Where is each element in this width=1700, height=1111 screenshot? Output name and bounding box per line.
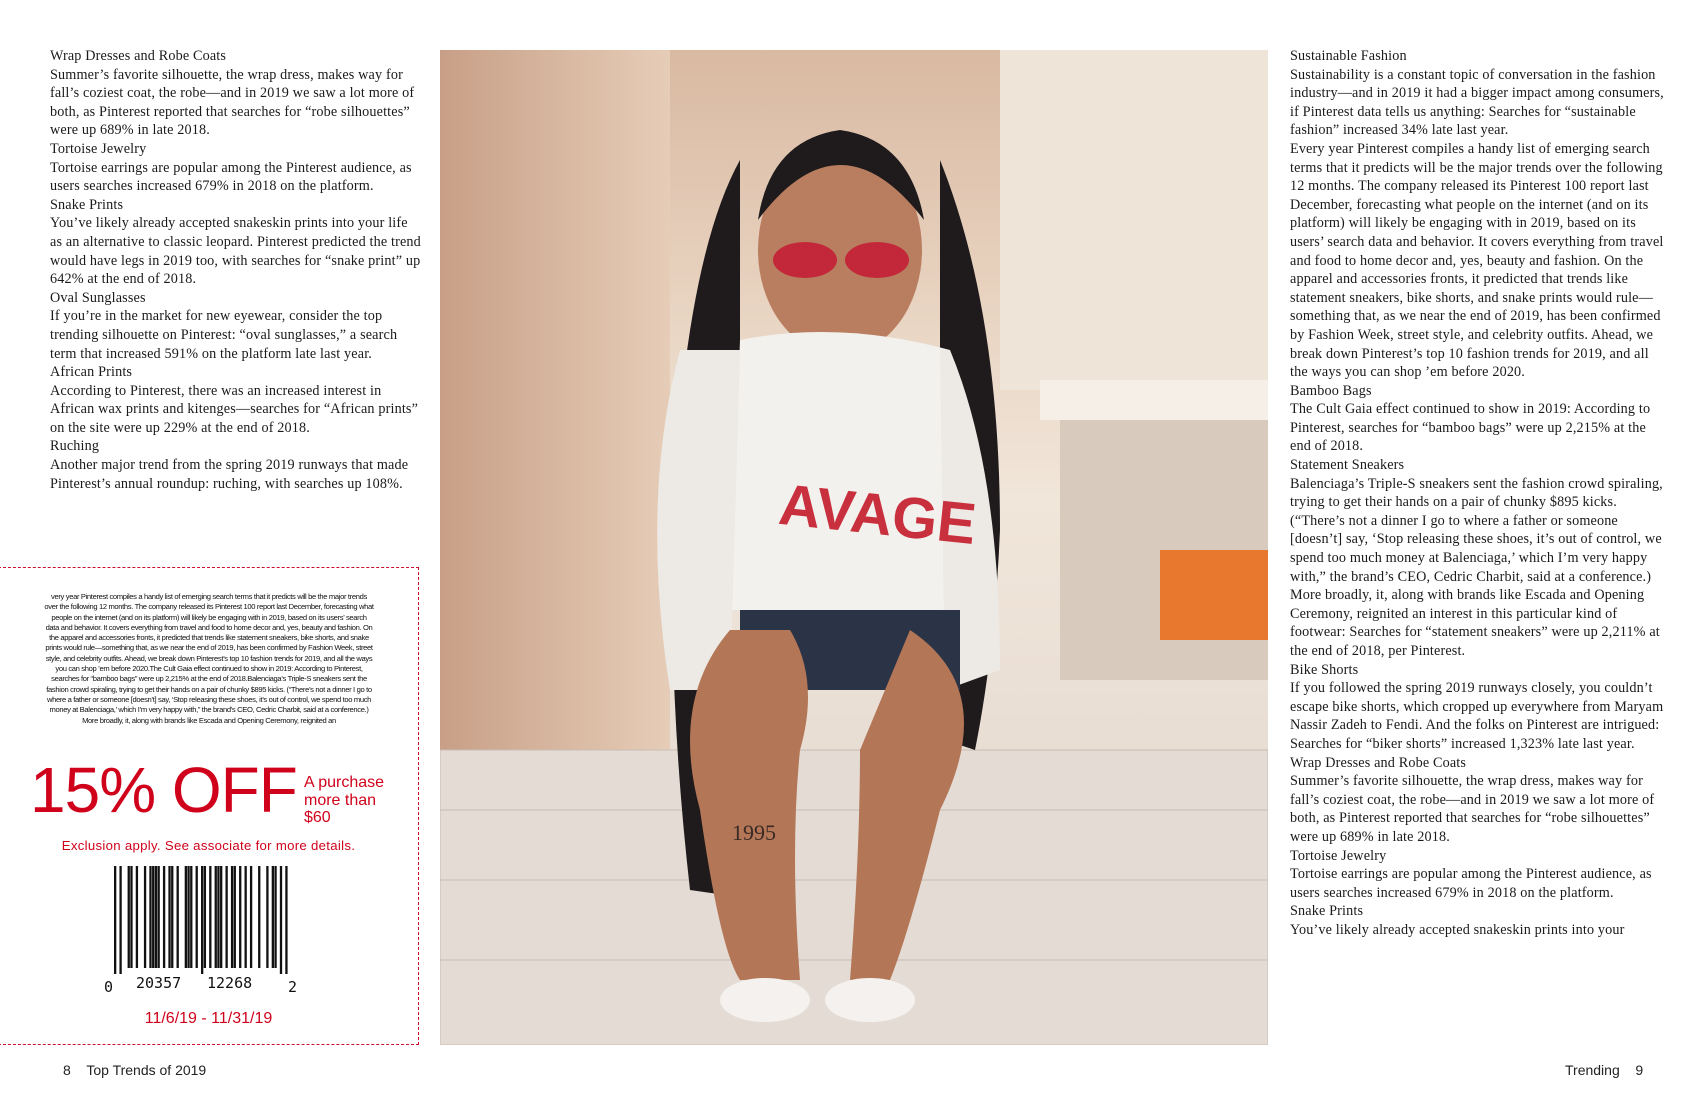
barcode-bar — [239, 866, 241, 968]
barcode-bar — [274, 866, 276, 968]
barcode-bar — [190, 866, 192, 968]
barcode-bar — [185, 866, 187, 968]
right-article-column — [1290, 47, 1670, 1035]
barcode-bar — [187, 866, 189, 968]
barcode-bar — [114, 866, 116, 974]
section-body: Tortoise earrings are popular among the Pinterest audience, as users searches increased 679% in 2018 on the platform. — [50, 159, 412, 195]
section-body: Sustainability is a constant topic of conversation in the fashion industry—and in 2019 it had a bigger impact among consumers, if Pinterest data tells us anything: Searches for “sustainable fashion” increased 34% late last year. — [1290, 66, 1664, 139]
barcode-bar — [177, 866, 179, 968]
barcode-bar — [204, 866, 206, 968]
page-number: 9 — [1635, 1062, 1644, 1078]
barcode-bar — [168, 866, 170, 968]
footer-right — [1565, 1062, 1643, 1078]
section-heading: Bamboo Bags — [1290, 382, 1372, 399]
coupon-exclusion: Exclusion apply. See associate for more details. — [61, 838, 356, 853]
barcode-bar — [266, 866, 268, 968]
barcode-digit: 12268 — [207, 974, 253, 992]
section-heading: Sustainable Fashion — [1290, 48, 1407, 64]
fashion-photo — [440, 50, 1268, 1045]
section-heading: Tortoise Jewelry — [50, 140, 147, 157]
barcode-bar — [245, 866, 247, 968]
section-body: Summer’s favorite silhouette, the wrap dress, makes way for fall’s coziest coat, the robe—and in 2019 we saw a lot more of both, as Pinterest reported that searches for “robe silhouettes” were up 689% in late 2018. — [1290, 773, 1655, 845]
barcode-bar — [215, 866, 217, 968]
barcode-bar — [171, 866, 173, 968]
barcode-bar — [136, 866, 138, 968]
section-body: Tortoise earrings are popular among the Pinterest audience, as users searches increased 679% in 2018 on the platform. — [1290, 866, 1652, 901]
barcode-bar — [217, 866, 219, 968]
section-heading: Snake Prints — [50, 196, 124, 213]
coupon-valid-dates: 11/6/19 - 11/31/19 — [144, 1010, 273, 1027]
barcode-bar — [258, 866, 260, 968]
coupon-condition-line: $60 — [304, 809, 331, 826]
barcode-bar — [231, 866, 233, 968]
section-body: If you’re in the market for new eyewear, consider the top trending silhouette on Pinterest: “oval sunglasses,” a search term that increased 591% on the platform late last year. — [50, 308, 398, 362]
barcode-bar — [163, 866, 165, 968]
barcode-digit: 20357 — [136, 974, 182, 992]
barcode-bar — [201, 866, 203, 974]
barcode-bar — [155, 866, 157, 968]
left-article-column — [50, 47, 422, 493]
coupon-condition — [304, 774, 384, 827]
section-body: You’ve likely already accepted snakeskin prints into your life as an alternative to classic leopard. Pinterest predicted the trend would have legs in 2019 too, with searches for “snake print” up 642% at the end of 2018. — [50, 215, 421, 288]
section-body: Summer’s favorite silhouette, the wrap dress, makes way for fall’s coziest coat, the robe—and in 2019 we saw a lot more of both, as Pinterest reported that searches for “robe silhouettes” were up 689% in late 2018. — [50, 66, 415, 139]
barcode-bar — [149, 866, 151, 968]
barcode-bar — [152, 866, 154, 968]
barcode-bar — [234, 866, 236, 968]
section-body: Another major trend from the spring 2019 runways that made Pinterest’s annual roundup: ruching, with searches up 108%. — [50, 457, 409, 492]
barcode-bar — [128, 866, 130, 968]
section-body: Every year Pinterest compiles a handy list of emerging search terms that it predicts will be the major trends over the following 12 months. The company released its Pinterest 100 report last December, forecasting what people on the internet (and on its platform) will likely be engaging with in 2019, based on its users’ search data and behavior. It covers everything from travel and food to home decor and, yes, beauty and fashion. On the apparel and accessories fronts, it predicted that trends like statement sneakers, bike shorts, and snake prints would rule—something that, as we near the end of 2019, has been confirmed by Fashion Week, street style, and celebrity outfits. Ahead, we break down Pinterest’s top 10 fashion trends for 2019, and all the ways you can shop ’em before 2020. — [1290, 140, 1664, 381]
section-body: Balenciaga’s Triple-S sneakers sent the fashion crowd spiraling, trying to get their hands on a pair of chunky $895 kicks. (“There’s not a dinner I go to where a father or someone [doesn’t] say, ‘Stop releasing these shoes, it’s out of control, we spend too much money at Balenciaga,’ which I’m very happy with,” the brand’s CEO, Cedric Charbit, said at a conference.) More broadly, it, along with brands like Escada and Opening Ceremony, reignited an interest in this particular kind of footwear: Searches for “statement sneakers” were up 2,211% at the end of 2018, per Pinterest. — [1290, 475, 1663, 659]
barcode-bar — [209, 866, 211, 968]
barcode — [114, 866, 288, 974]
white-building — [1000, 50, 1268, 390]
section-heading: Wrap Dresses and Robe Coats — [1290, 754, 1467, 771]
barcode-bar — [220, 866, 222, 968]
section-title: Top Trends of 2019 — [86, 1062, 207, 1078]
coupon-condition-line: more than — [304, 791, 377, 809]
barcode-bar — [119, 866, 121, 974]
barcode-bar — [130, 866, 132, 968]
section-heading: Tortoise Jewelry — [1290, 847, 1387, 864]
section-body: According to Pinterest, there was an increased interest in African wax prints and kitenges—searches for “African prints” on the site were up 229% at the end of 2018. — [50, 382, 419, 436]
barcode-bar — [272, 866, 274, 968]
section-title: Trending — [1565, 1062, 1620, 1078]
barcode-bar — [280, 866, 282, 974]
coupon-fine-print: very year Pinterest compiles a handy list of emerging search terms that it predicts will be the major trends over the following 12 months. The company released its Pinterest 100 report last December, forecasting what people on the internet (and on its platform) will likely be engaging with in 2019, based on its users’ search data and behavior. It covers everything from travel and food to home decor and, yes, beauty and fashion. On the apparel and accessories fronts, it predicted that trends like statement sneakers, bike shorts, and snake prints would rule—something that, as we near the end of 2019, has been confirmed by Fashion Week, street style, and celebrity outfits. Ahead, we break down Pinterest’s top 10 fashion trends for 2019, and all the ways you can shop ’em before 2020.The Cult Gaia effect continued to show in 2019: According to Pinterest, searches for “bamboo bags” were up 2,215% at the end of 2018.Balenciaga’s Triple-S sneakers sent the fashion crowd spiraling, trying to get their hands on a pair of chunky $895 kicks. (“There’s not a dinner I go to where a father or someone [doesn’t] say, ‘Stop releasing these shoes, it’s out of control, we spend too much money at Balenciaga,’ which I’m very happy with,” the brand’s CEO, Cedric Charbit, said at a conference.) More broadly, it, along with brands like Escada and Opening Ceremony, reignited an — [44, 592, 374, 725]
coupon-discount: 15% OFF — [30, 754, 297, 826]
barcode-digits — [104, 974, 304, 996]
shirt-print: AVAGE — [775, 471, 980, 558]
section-heading: Snake Prints — [1290, 903, 1364, 920]
barcode-bar — [225, 866, 227, 968]
coupon — [0, 567, 419, 1045]
tattoo: 1995 — [732, 820, 776, 845]
section-body: You’ve likely already accepted snakeskin prints into your — [1290, 921, 1625, 938]
barcode-bar — [158, 866, 160, 968]
page-number: 8 — [63, 1062, 71, 1078]
section-heading: Ruching — [50, 438, 100, 455]
photo-illustration — [440, 50, 1268, 1045]
orange-panel — [1160, 550, 1268, 640]
footer-left — [63, 1062, 206, 1078]
section-heading: Statement Sneakers — [1290, 457, 1405, 474]
barcode-bar — [196, 866, 198, 968]
section-heading: African Prints — [50, 364, 133, 381]
barcode-digit: 0 — [104, 978, 114, 996]
barcode-digit: 2 — [288, 978, 298, 996]
section-heading: Bike Shorts — [1290, 661, 1359, 678]
section-body: The Cult Gaia effect continued to show in 2019: According to Pinterest, searches for “bamboo bags” were up 2,215% at the end of 2018. — [1290, 401, 1651, 455]
section-heading: Oval Sunglasses — [50, 289, 146, 306]
section-heading: Wrap Dresses and Robe Coats — [50, 48, 227, 64]
brick-wall — [440, 50, 670, 750]
section-body: If you followed the spring 2019 runways closely, you couldn’t escape bike shorts, which cropped up everywhere from Maryam Nassir Zadeh to Fendi. And the folks on Pinterest are intrigued: Searches for “biker shorts” increased 1,323% late last year. — [1290, 680, 1664, 752]
coupon-condition-line: A purchase — [304, 774, 385, 791]
barcode-bar — [144, 866, 146, 968]
barcode-bar — [250, 866, 252, 968]
barcode-bar — [285, 866, 287, 974]
